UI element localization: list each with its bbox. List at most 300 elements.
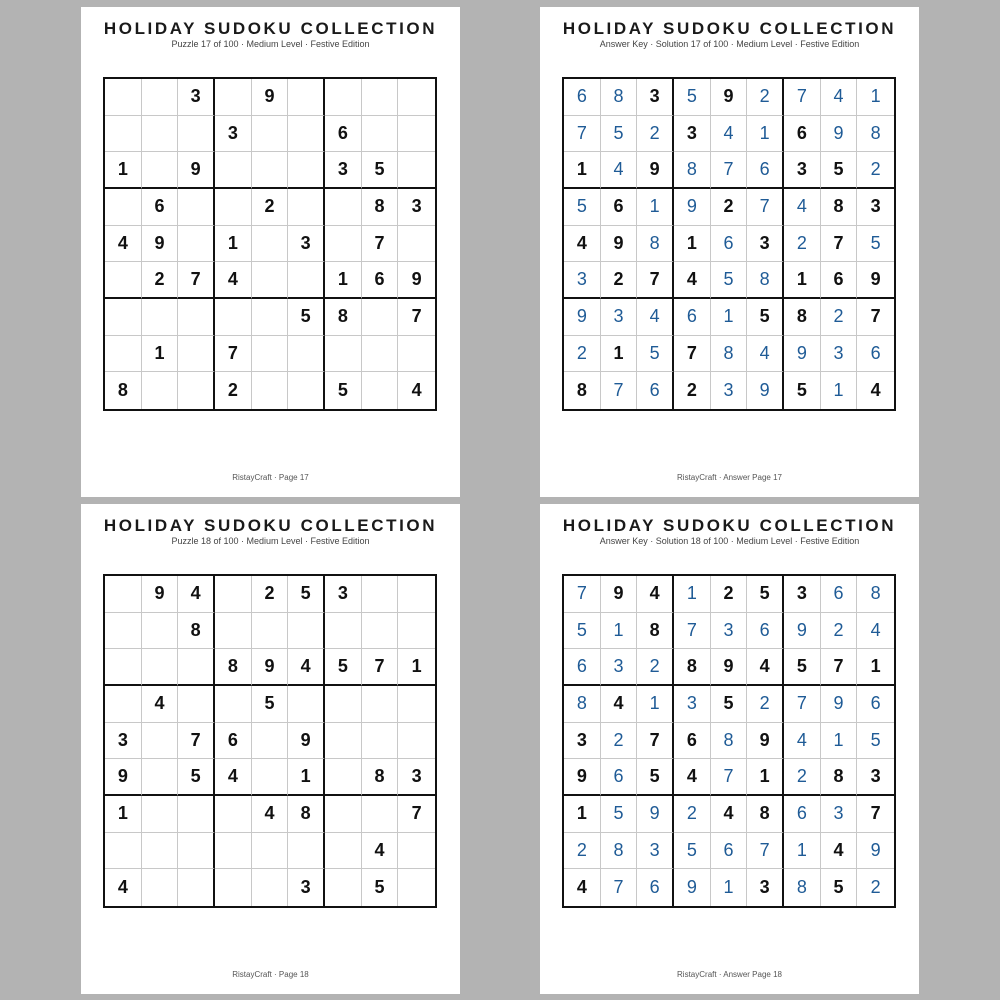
- sudoku-cell: [288, 686, 325, 723]
- sudoku-cell: [178, 226, 215, 263]
- sudoku-cell: 3: [711, 613, 748, 650]
- sudoku-cell: 2: [564, 336, 601, 373]
- sudoku-cell: [142, 79, 179, 116]
- sudoku-cell: [288, 189, 325, 226]
- sudoku-cell: [362, 372, 399, 409]
- sudoku-cell: 5: [637, 336, 674, 373]
- sudoku-cell: [215, 79, 252, 116]
- sudoku-cell: 6: [362, 262, 399, 299]
- sudoku-cell: [398, 79, 435, 116]
- sudoku-cell: 2: [711, 576, 748, 613]
- page-title: HOLIDAY SUDOKU COLLECTION: [103, 516, 438, 535]
- sudoku-cell: 8: [711, 723, 748, 760]
- sudoku-cell: [142, 833, 179, 870]
- sudoku-cell: 9: [564, 299, 601, 336]
- page-title: HOLIDAY SUDOKU COLLECTION: [562, 516, 897, 535]
- sudoku-cell: 8: [711, 336, 748, 373]
- sudoku-cell: 4: [178, 576, 215, 613]
- sudoku-cell: [398, 226, 435, 263]
- sudoku-cell: 6: [601, 759, 638, 796]
- sudoku-cell: 4: [142, 686, 179, 723]
- sudoku-cell: [362, 723, 399, 760]
- sudoku-cell: [325, 336, 362, 373]
- sudoku-cell: 4: [215, 262, 252, 299]
- sudoku-cell: 1: [398, 649, 435, 686]
- sudoku-cell: 8: [288, 796, 325, 833]
- sudoku-cell: [362, 686, 399, 723]
- sudoku-cell: [362, 336, 399, 373]
- puzzle-page-18: [81, 504, 460, 994]
- sudoku-cell: [105, 299, 142, 336]
- sudoku-cell: 4: [105, 869, 142, 906]
- sudoku-cell: 2: [252, 189, 289, 226]
- sudoku-cell: 7: [398, 796, 435, 833]
- sudoku-cell: 2: [747, 686, 784, 723]
- sudoku-cell: 5: [362, 869, 399, 906]
- sudoku-cell: [362, 613, 399, 650]
- sudoku-cell: [105, 262, 142, 299]
- sudoku-cell: 4: [784, 189, 821, 226]
- sudoku-cell: [142, 613, 179, 650]
- answer-page-18: [540, 504, 919, 994]
- sudoku-cell: 9: [637, 796, 674, 833]
- sudoku-cell: 5: [674, 833, 711, 870]
- sudoku-cell: 1: [747, 759, 784, 796]
- sudoku-cell: 8: [105, 372, 142, 409]
- sudoku-cell: 6: [711, 833, 748, 870]
- sudoku-cell: [215, 299, 252, 336]
- sudoku-cell: [252, 152, 289, 189]
- sudoku-cell: 7: [601, 372, 638, 409]
- sudoku-cell: 2: [252, 576, 289, 613]
- sudoku-cell: 3: [821, 796, 858, 833]
- sudoku-cell: 9: [711, 79, 748, 116]
- sudoku-cell: [325, 189, 362, 226]
- sudoku-cell: 4: [870, 380, 881, 401]
- sudoku-cell: [178, 116, 215, 153]
- sudoku-cell: [362, 116, 399, 153]
- sudoku-cell: [252, 336, 289, 373]
- page-footer: RistayCraft · Answer Page 18: [677, 970, 782, 979]
- sudoku-cell: [178, 336, 215, 373]
- page-subtitle: Answer Key · Solution 18 of 100 · Medium Level · Festive Edition: [599, 536, 860, 546]
- sudoku-cell: 4: [411, 380, 422, 401]
- sudoku-cell: 8: [784, 869, 821, 906]
- sudoku-cell: 2: [215, 372, 252, 409]
- puzzle-page-17: [81, 7, 460, 497]
- sudoku-cell: [105, 189, 142, 226]
- sudoku-cell: 1: [105, 796, 142, 833]
- sudoku-cell: [288, 336, 325, 373]
- sudoku-cell: 1: [325, 262, 362, 299]
- sudoku-cell: [398, 833, 435, 870]
- sudoku-cell: 1: [601, 613, 638, 650]
- sudoku-cell: 7: [784, 686, 821, 723]
- sudoku-cell: 4: [821, 79, 858, 116]
- sudoku-cell: 8: [674, 152, 711, 189]
- sudoku-cell: 4: [747, 649, 784, 686]
- sudoku-cell: [178, 686, 215, 723]
- sudoku-cell: 7: [674, 336, 711, 373]
- sudoku-cell: 8: [857, 576, 894, 613]
- sudoku-cell: [142, 372, 179, 409]
- sudoku-cell: 8: [362, 189, 399, 226]
- sudoku-cell: 7: [821, 649, 858, 686]
- sudoku-cell: 2: [674, 372, 711, 409]
- page-subtitle: Puzzle 18 of 100 · Medium Level · Festive Edition: [171, 536, 370, 546]
- sudoku-cell: 4: [711, 796, 748, 833]
- sudoku-cell: 6: [674, 723, 711, 760]
- sudoku-cell: 3: [601, 649, 638, 686]
- sudoku-cell: 9: [784, 613, 821, 650]
- sudoku-cell: 2: [857, 152, 894, 189]
- sudoku-cell: 2: [601, 262, 638, 299]
- sudoku-cell: 9: [821, 116, 858, 153]
- sudoku-cell: [325, 759, 362, 796]
- sudoku-cell: 6: [711, 226, 748, 263]
- sudoku-cell: 2: [821, 613, 858, 650]
- sudoku-cell: 2: [142, 262, 179, 299]
- sudoku-cell: 1: [142, 336, 179, 373]
- sudoku-cell: [325, 796, 362, 833]
- sudoku-cell: 1: [564, 796, 601, 833]
- sudoku-cell: 6: [747, 613, 784, 650]
- sudoku-cell: [362, 796, 399, 833]
- sudoku-cell: 9: [178, 152, 215, 189]
- sudoku-cell: 8: [637, 226, 674, 263]
- sudoku-cell: 7: [178, 723, 215, 760]
- sudoku-cell: 8: [178, 613, 215, 650]
- sudoku-cell: 9: [747, 723, 784, 760]
- sudoku-cell: [398, 116, 435, 153]
- sudoku-cell: 1: [821, 372, 858, 409]
- sudoku-cell: [142, 869, 179, 906]
- sudoku-cell: 4: [564, 869, 601, 906]
- sudoku-cell: [178, 796, 215, 833]
- sudoku-grid: [103, 574, 437, 908]
- sudoku-cell: 7: [637, 262, 674, 299]
- sudoku-cell: 6: [637, 372, 674, 409]
- sudoku-cell: 6: [637, 869, 674, 906]
- sudoku-cell: [398, 686, 435, 723]
- sudoku-cell: 3: [325, 152, 362, 189]
- page-footer: RistayCraft · Answer Page 17: [677, 473, 782, 482]
- sudoku-cell: 9: [601, 226, 638, 263]
- sudoku-cell: 7: [821, 226, 858, 263]
- sudoku-cell: 4: [637, 299, 674, 336]
- sudoku-cell: 7: [711, 152, 748, 189]
- sudoku-cell: 1: [674, 226, 711, 263]
- page-subtitle: Answer Key · Solution 17 of 100 · Medium Level · Festive Edition: [599, 39, 860, 49]
- sudoku-cell: 4: [105, 226, 142, 263]
- sudoku-cell: [178, 372, 215, 409]
- sudoku-grid: [103, 77, 437, 411]
- sudoku-cell: 6: [857, 336, 894, 373]
- sudoku-cell: 5: [711, 686, 748, 723]
- sudoku-cell: 5: [747, 576, 784, 613]
- sudoku-cell: 6: [857, 686, 894, 723]
- sudoku-cell: 6: [821, 262, 858, 299]
- sudoku-cell: [362, 576, 399, 613]
- sudoku-cell: [252, 613, 289, 650]
- sudoku-cell: [215, 152, 252, 189]
- sudoku-cell: 3: [674, 116, 711, 153]
- sudoku-cell: [325, 613, 362, 650]
- sudoku-cell: 4: [674, 759, 711, 796]
- sudoku-cell: 3: [288, 226, 325, 263]
- sudoku-cell: 5: [637, 759, 674, 796]
- sudoku-cell: [215, 869, 252, 906]
- sudoku-cell: 2: [821, 299, 858, 336]
- sudoku-cell: 2: [637, 649, 674, 686]
- sudoku-cell: [288, 613, 325, 650]
- sudoku-cell: 5: [821, 152, 858, 189]
- sudoku-cell: [142, 152, 179, 189]
- sudoku-cell: 1: [105, 152, 142, 189]
- sudoku-solution-grid: [562, 574, 896, 908]
- sudoku-cell: 7: [857, 796, 894, 833]
- sudoku-cell: 7: [784, 79, 821, 116]
- sudoku-cell: 5: [857, 723, 894, 760]
- sudoku-cell: 7: [637, 723, 674, 760]
- sudoku-cell: 9: [564, 759, 601, 796]
- sudoku-cell: 3: [784, 576, 821, 613]
- sudoku-cell: 3: [711, 372, 748, 409]
- sudoku-cell: 6: [821, 576, 858, 613]
- sudoku-cell: 3: [784, 152, 821, 189]
- sudoku-cell: 9: [821, 686, 858, 723]
- sudoku-cell: 7: [711, 759, 748, 796]
- sudoku-cell: [325, 226, 362, 263]
- sudoku-cell: 5: [178, 759, 215, 796]
- sudoku-cell: 7: [564, 576, 601, 613]
- sudoku-cell: 9: [674, 189, 711, 226]
- sudoku-cell: [105, 686, 142, 723]
- sudoku-cell: [105, 336, 142, 373]
- sudoku-cell: 7: [178, 262, 215, 299]
- sudoku-cell: [252, 226, 289, 263]
- sudoku-solution-grid: [562, 77, 896, 411]
- sudoku-cell: 5: [601, 796, 638, 833]
- sudoku-cell: 3: [857, 189, 894, 226]
- sudoku-cell: 3: [325, 576, 362, 613]
- sudoku-cell: [398, 723, 435, 760]
- sudoku-cell: 5: [857, 226, 894, 263]
- sudoku-cell: 7: [747, 189, 784, 226]
- sudoku-cell: 4: [821, 833, 858, 870]
- sudoku-cell: 4: [601, 686, 638, 723]
- sudoku-cell: [325, 686, 362, 723]
- sudoku-cell: 6: [674, 299, 711, 336]
- sudoku-cell: 2: [784, 226, 821, 263]
- sudoku-cell: 9: [711, 649, 748, 686]
- sudoku-cell: 7: [747, 833, 784, 870]
- page-footer: RistayCraft · Page 17: [232, 473, 309, 482]
- sudoku-cell: [288, 116, 325, 153]
- sudoku-cell: 6: [564, 79, 601, 116]
- sudoku-cell: 3: [398, 759, 435, 796]
- sudoku-cell: 9: [747, 372, 784, 409]
- sudoku-cell: 8: [637, 613, 674, 650]
- sudoku-cell: [252, 262, 289, 299]
- sudoku-cell: [178, 299, 215, 336]
- sudoku-cell: 5: [784, 372, 821, 409]
- sudoku-cell: 9: [784, 336, 821, 373]
- sudoku-cell: 5: [325, 649, 362, 686]
- sudoku-cell: 4: [564, 226, 601, 263]
- sudoku-cell: 4: [288, 649, 325, 686]
- sudoku-cell: [398, 613, 435, 650]
- sudoku-cell: [362, 299, 399, 336]
- sudoku-cell: [142, 299, 179, 336]
- sudoku-cell: [178, 869, 215, 906]
- sudoku-cell: 6: [142, 189, 179, 226]
- sudoku-cell: 4: [252, 796, 289, 833]
- sudoku-cell: 5: [252, 686, 289, 723]
- sudoku-cell: 7: [564, 116, 601, 153]
- sudoku-cell: [215, 833, 252, 870]
- sudoku-cell: 6: [784, 796, 821, 833]
- sudoku-cell: 3: [747, 226, 784, 263]
- sudoku-cell: [398, 869, 435, 906]
- sudoku-cell: 8: [215, 649, 252, 686]
- sudoku-cell: 5: [564, 613, 601, 650]
- sudoku-cell: [142, 796, 179, 833]
- sudoku-cell: 1: [821, 723, 858, 760]
- sudoku-cell: 1: [637, 686, 674, 723]
- sudoku-cell: [105, 79, 142, 116]
- sudoku-cell: 9: [398, 262, 435, 299]
- sudoku-cell: [252, 723, 289, 760]
- sudoku-cell: 3: [288, 869, 325, 906]
- sudoku-cell: 5: [821, 869, 858, 906]
- sudoku-cell: 8: [857, 116, 894, 153]
- sudoku-cell: 3: [821, 336, 858, 373]
- sudoku-cell: 9: [674, 869, 711, 906]
- sudoku-cell: [362, 79, 399, 116]
- sudoku-cell: 5: [711, 262, 748, 299]
- sudoku-cell: 5: [601, 116, 638, 153]
- sudoku-cell: 4: [637, 576, 674, 613]
- sudoku-cell: [252, 116, 289, 153]
- sudoku-cell: 5: [674, 79, 711, 116]
- sudoku-cell: [178, 189, 215, 226]
- sudoku-cell: 4: [747, 336, 784, 373]
- sudoku-cell: [215, 189, 252, 226]
- sudoku-cell: 7: [215, 336, 252, 373]
- sudoku-cell: [398, 152, 435, 189]
- sudoku-cell: 7: [674, 613, 711, 650]
- sudoku-cell: 5: [288, 576, 325, 613]
- sudoku-cell: 8: [325, 299, 362, 336]
- sudoku-cell: 7: [398, 299, 435, 336]
- sudoku-cell: 1: [857, 79, 894, 116]
- sudoku-cell: 1: [674, 576, 711, 613]
- sudoku-cell: 5: [564, 189, 601, 226]
- sudoku-cell: 8: [601, 833, 638, 870]
- sudoku-cell: 3: [674, 686, 711, 723]
- sudoku-cell: 2: [601, 723, 638, 760]
- sudoku-cell: 4: [362, 833, 399, 870]
- page-subtitle: Puzzle 17 of 100 · Medium Level · Festive Edition: [171, 39, 370, 49]
- sudoku-cell: [178, 649, 215, 686]
- sudoku-cell: [398, 576, 435, 613]
- sudoku-cell: [142, 759, 179, 796]
- sudoku-cell: 6: [325, 116, 362, 153]
- sudoku-cell: 1: [564, 152, 601, 189]
- sudoku-cell: 3: [105, 723, 142, 760]
- sudoku-cell: [252, 372, 289, 409]
- sudoku-cell: 6: [564, 649, 601, 686]
- sudoku-cell: [142, 649, 179, 686]
- sudoku-cell: 6: [784, 116, 821, 153]
- sudoku-cell: 7: [362, 226, 399, 263]
- sudoku-cell: 3: [564, 262, 601, 299]
- sudoku-cell: 8: [747, 796, 784, 833]
- sudoku-cell: [105, 613, 142, 650]
- sudoku-cell: 8: [821, 189, 858, 226]
- page-title: HOLIDAY SUDOKU COLLECTION: [562, 19, 897, 38]
- sudoku-cell: 3: [637, 833, 674, 870]
- sudoku-cell: [288, 372, 325, 409]
- sudoku-cell: [105, 116, 142, 153]
- sudoku-cell: 3: [398, 189, 435, 226]
- sudoku-cell: [325, 723, 362, 760]
- sudoku-cell: [325, 833, 362, 870]
- sudoku-cell: 6: [215, 723, 252, 760]
- sudoku-cell: 1: [601, 336, 638, 373]
- sudoku-cell: 9: [252, 649, 289, 686]
- sudoku-cell: 2: [564, 833, 601, 870]
- sudoku-cell: [215, 686, 252, 723]
- sudoku-cell: [105, 649, 142, 686]
- sudoku-cell: 5: [747, 299, 784, 336]
- sudoku-cell: 3: [178, 79, 215, 116]
- sudoku-cell: 8: [564, 372, 601, 409]
- sudoku-cell: [105, 576, 142, 613]
- sudoku-cell: 1: [711, 869, 748, 906]
- sudoku-cell: 3: [564, 723, 601, 760]
- sudoku-cell: 3: [637, 79, 674, 116]
- sudoku-cell: 7: [857, 299, 894, 336]
- sudoku-cell: 4: [857, 613, 894, 650]
- sudoku-cell: [215, 613, 252, 650]
- sudoku-cell: [215, 796, 252, 833]
- sudoku-cell: 4: [784, 723, 821, 760]
- sudoku-cell: 9: [252, 79, 289, 116]
- sudoku-cell: [398, 336, 435, 373]
- sudoku-cell: 6: [601, 189, 638, 226]
- sudoku-cell: 9: [105, 759, 142, 796]
- answer-page-17: [540, 7, 919, 497]
- sudoku-cell: [288, 833, 325, 870]
- sudoku-cell: 5: [288, 299, 325, 336]
- sudoku-cell: [288, 152, 325, 189]
- sudoku-cell: 9: [637, 152, 674, 189]
- sudoku-cell: 8: [601, 79, 638, 116]
- sudoku-cell: 1: [747, 116, 784, 153]
- sudoku-cell: 4: [215, 759, 252, 796]
- sudoku-cell: 8: [784, 299, 821, 336]
- sudoku-cell: 9: [601, 576, 638, 613]
- page-footer: RistayCraft · Page 18: [232, 970, 309, 979]
- sudoku-cell: 9: [857, 833, 894, 870]
- sudoku-cell: 3: [747, 869, 784, 906]
- sudoku-cell: 2: [747, 79, 784, 116]
- sudoku-cell: [142, 723, 179, 760]
- sudoku-cell: 1: [637, 189, 674, 226]
- sudoku-cell: [252, 833, 289, 870]
